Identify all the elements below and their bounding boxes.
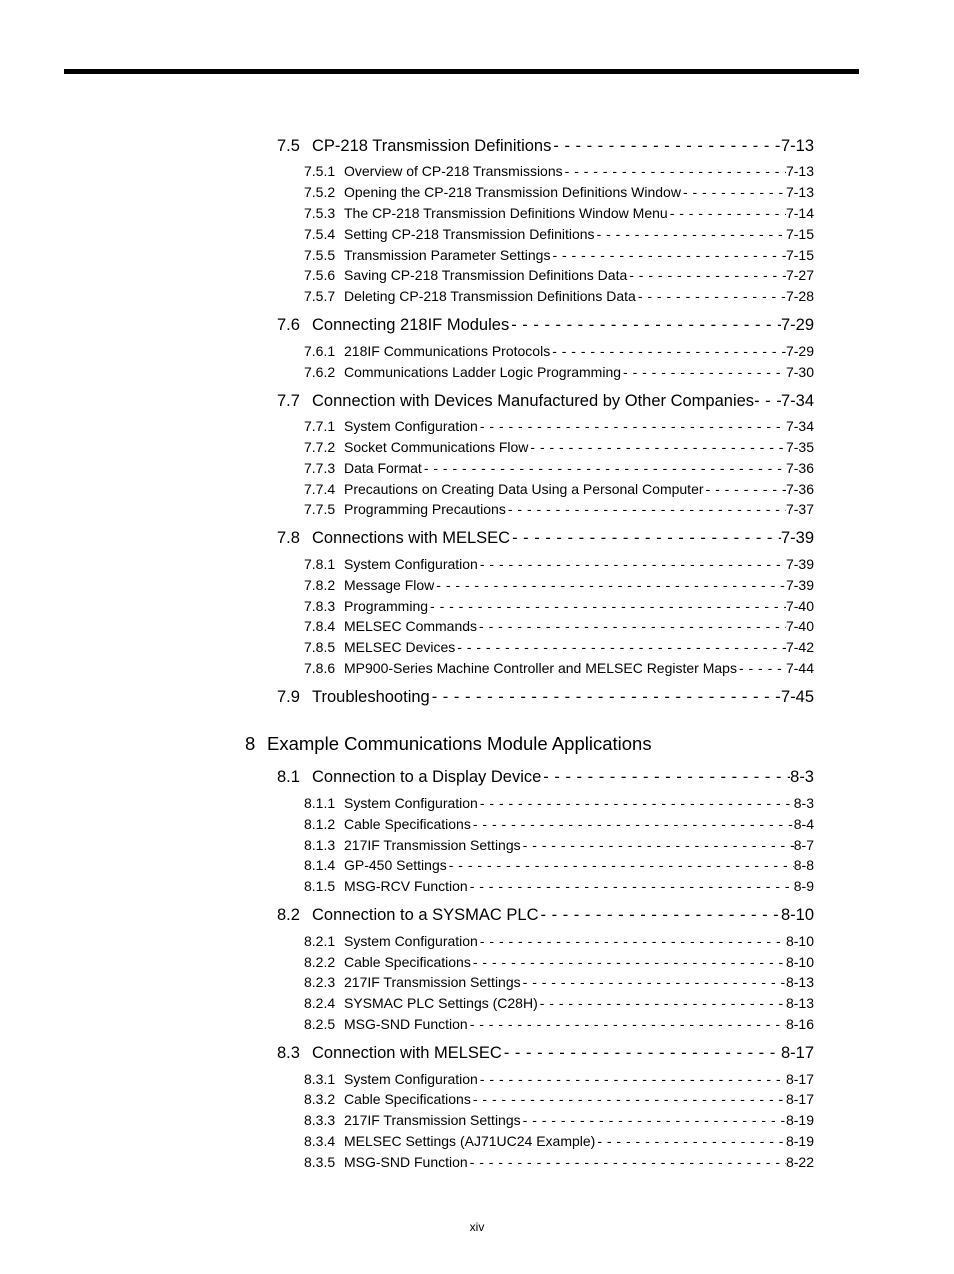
subsection-number: 8.3.5	[304, 1154, 336, 1170]
subsection-number: 7.5.6	[304, 267, 336, 283]
toc-subsection-entry[interactable]	[304, 995, 814, 1011]
toc-subsection-entry[interactable]	[304, 974, 814, 990]
section-number: 8.2	[277, 906, 300, 924]
subsection-number: 8.3.4	[304, 1133, 336, 1149]
page-ref: 7-34	[785, 418, 814, 434]
page-ref: 8-13	[785, 995, 814, 1011]
section-number: 7.6	[277, 316, 300, 334]
dot-leader	[539, 906, 781, 925]
toc-subsection-entry[interactable]	[304, 1133, 814, 1149]
subsection-number: 7.8.4	[304, 618, 336, 634]
dot-leader	[471, 816, 794, 832]
page-ref: 7-37	[785, 501, 814, 517]
subsection-title: 217IF Transmission Settings	[344, 1112, 521, 1128]
subsection-title: Transmission Parameter Settings	[344, 247, 551, 263]
toc-chapter-entry[interactable]	[245, 733, 652, 755]
toc-subsection-entry[interactable]	[304, 1154, 814, 1170]
toc-section-entry[interactable]	[277, 392, 814, 411]
dot-leader	[704, 481, 786, 497]
page-ref: 8-13	[785, 974, 814, 990]
dot-leader	[509, 316, 781, 335]
dot-leader	[510, 529, 781, 548]
page-ref: 7-39	[780, 529, 814, 547]
section-number: 8.3	[277, 1044, 300, 1062]
subsection-number: 8.2.2	[304, 954, 336, 970]
dot-leader	[621, 364, 786, 380]
subsection-title: MELSEC Settings (AJ71UC24 Example)	[344, 1133, 596, 1149]
subsection-title: 217IF Transmission Settings	[344, 837, 521, 853]
page-ref: 8-17	[780, 1044, 814, 1062]
dot-leader	[636, 288, 786, 304]
subsection-title: MSG-SND Function	[344, 1016, 468, 1032]
subsection-number: 7.7.4	[304, 481, 336, 497]
dot-leader	[627, 267, 786, 283]
dot-leader	[478, 1071, 786, 1087]
toc-subsection-entry[interactable]	[304, 418, 814, 434]
dot-leader	[478, 418, 786, 434]
toc-subsection-entry[interactable]	[304, 837, 814, 853]
subsection-title: Overview of CP-218 Transmissions	[344, 163, 563, 179]
toc-section-entry[interactable]	[277, 768, 814, 787]
toc-subsection-entry[interactable]	[304, 598, 814, 614]
page-ref: 7-13	[785, 184, 814, 200]
subsection-number: 8.1.4	[304, 857, 336, 873]
dot-leader	[681, 184, 786, 200]
subsection-number: 7.8.6	[304, 660, 336, 676]
page-ref: 8-10	[785, 933, 814, 949]
subsection-title: Data Format	[344, 460, 422, 476]
toc-subsection-entry[interactable]	[304, 660, 814, 676]
dot-leader	[478, 795, 794, 811]
toc-subsection-entry[interactable]	[304, 184, 814, 200]
dot-leader	[447, 857, 794, 873]
dot-leader	[538, 995, 786, 1011]
page-ref: 7-39	[785, 556, 814, 572]
dot-leader	[528, 439, 786, 455]
dot-leader	[478, 556, 786, 572]
toc-subsection-entry[interactable]	[304, 364, 814, 380]
subsection-number: 8.3.1	[304, 1071, 336, 1087]
subsection-number: 7.8.2	[304, 577, 336, 593]
subsection-number: 8.2.1	[304, 933, 336, 949]
page-ref: 7-34	[780, 392, 814, 410]
section-title: Connection with Devices Manufactured by Other Companies	[312, 392, 755, 410]
section-number: 7.9	[277, 688, 300, 706]
page-number: xiv	[469, 1220, 485, 1234]
toc-subsection-entry[interactable]	[304, 501, 814, 517]
dot-leader	[430, 688, 781, 707]
page-ref: 7-40	[785, 598, 814, 614]
page-ref: 7-15	[785, 247, 814, 263]
toc-subsection-entry[interactable]	[304, 795, 814, 811]
toc-section-entry[interactable]	[277, 137, 814, 156]
page-ref: 8-9	[793, 878, 814, 894]
dot-leader	[521, 837, 794, 853]
page-ref: 8-19	[785, 1112, 814, 1128]
subsection-number: 7.7.1	[304, 418, 336, 434]
dot-leader	[521, 974, 786, 990]
toc-section-entry[interactable]	[277, 688, 814, 707]
subsection-title: Programming	[344, 598, 429, 614]
dot-leader	[737, 660, 786, 676]
chapter-number: 8	[245, 733, 256, 754]
subsection-title: The CP-218 Transmission Definitions Window Menu	[344, 205, 668, 221]
page-ref: 7-14	[785, 205, 814, 221]
dot-leader	[471, 1091, 786, 1107]
subsection-number: 7.5.2	[304, 184, 336, 200]
subsection-title: MSG-SND Function	[344, 1154, 468, 1170]
toc-subsection-entry[interactable]	[304, 247, 814, 263]
subsection-number: 7.7.5	[304, 501, 336, 517]
page-ref: 8-10	[785, 954, 814, 970]
page-ref: 7-15	[785, 226, 814, 242]
dot-leader	[471, 954, 786, 970]
toc-subsection-entry[interactable]	[304, 267, 814, 283]
subsection-title: 218IF Communications Protocols	[344, 343, 551, 359]
page-ref: 7-40	[785, 618, 814, 634]
dot-leader	[595, 1133, 786, 1149]
subsection-title: MP900-Series Machine Controller and MELSEC Register Maps	[344, 660, 737, 676]
toc-section-entry[interactable]	[277, 316, 814, 335]
section-number: 7.7	[277, 392, 300, 410]
dot-leader	[428, 598, 786, 614]
dot-leader	[550, 247, 786, 263]
subsection-number: 7.5.1	[304, 163, 336, 179]
toc-section-entry[interactable]	[277, 1044, 814, 1063]
page-ref: 8-8	[793, 857, 814, 873]
section-number: 8.1	[277, 768, 300, 786]
subsection-number: 7.7.2	[304, 439, 336, 455]
toc-subsection-entry[interactable]	[304, 163, 814, 179]
section-title: CP-218 Transmission Definitions	[312, 137, 552, 155]
toc-subsection-entry[interactable]	[304, 226, 814, 242]
page-ref: 7-36	[785, 481, 814, 497]
dot-leader	[477, 618, 786, 634]
subsection-title: System Configuration	[344, 1071, 478, 1087]
subsection-number: 8.2.5	[304, 1016, 336, 1032]
page-ref: 7-13	[780, 137, 814, 155]
subsection-title: Cable Specifications	[344, 954, 471, 970]
toc-subsection-entry[interactable]	[304, 577, 814, 593]
subsection-title: System Configuration	[344, 933, 478, 949]
page-ref: 8-19	[785, 1133, 814, 1149]
subsection-title: Cable Specifications	[344, 816, 471, 832]
subsection-title: Message Flow	[344, 577, 435, 593]
toc-subsection-entry[interactable]	[304, 343, 814, 359]
page-ref: 7-30	[785, 364, 814, 380]
subsection-number: 7.8.5	[304, 639, 336, 655]
dot-leader	[455, 639, 786, 655]
chapter-title: Example Communications Module Applications	[267, 733, 652, 754]
section-title: Connections with MELSEC	[312, 529, 511, 547]
page-ref: 7-28	[785, 288, 814, 304]
subsection-number: 7.5.7	[304, 288, 336, 304]
toc-subsection-entry[interactable]	[304, 439, 814, 455]
dot-leader	[478, 933, 786, 949]
toc-subsection-entry[interactable]	[304, 618, 814, 634]
header-rule	[64, 69, 859, 74]
subsection-number: 7.5.5	[304, 247, 336, 263]
toc-subsection-entry[interactable]	[304, 460, 814, 476]
page-ref: 8-7	[793, 837, 814, 853]
dot-leader	[468, 1154, 786, 1170]
subsection-number: 8.2.3	[304, 974, 336, 990]
dot-leader	[550, 343, 786, 359]
subsection-title: MSG-RCV Function	[344, 878, 468, 894]
page-ref: 7-42	[785, 639, 814, 655]
page-ref: 8-3	[790, 768, 814, 786]
subsection-title: Deleting CP-218 Transmission Definitions Data	[344, 288, 636, 304]
subsection-number: 8.2.4	[304, 995, 336, 1011]
toc-subsection-entry[interactable]	[304, 1016, 814, 1032]
dot-leader	[541, 768, 790, 787]
subsection-title: Socket Communications Flow	[344, 439, 529, 455]
toc-subsection-entry[interactable]	[304, 1071, 814, 1087]
subsection-title: Precautions on Creating Data Using a Personal Computer	[344, 481, 704, 497]
page-ref: 8-17	[785, 1091, 814, 1107]
subsection-title: Communications Ladder Logic Programming	[344, 364, 622, 380]
toc-subsection-entry[interactable]	[304, 639, 814, 655]
subsection-number: 7.6.2	[304, 364, 336, 380]
dot-leader	[551, 137, 781, 156]
subsection-title: GP-450 Settings	[344, 857, 447, 873]
subsection-number: 8.3.3	[304, 1112, 336, 1128]
section-number: 7.8	[277, 529, 300, 547]
subsection-title: 217IF Transmission Settings	[344, 974, 521, 990]
toc-section-entry[interactable]	[277, 906, 814, 925]
dot-leader	[502, 1044, 781, 1063]
dot-leader	[434, 577, 786, 593]
toc-subsection-entry[interactable]	[304, 288, 814, 304]
dot-leader	[595, 226, 786, 242]
subsection-number: 8.3.2	[304, 1091, 336, 1107]
section-title: Connecting 218IF Modules	[312, 316, 510, 334]
toc-subsection-entry[interactable]	[304, 857, 814, 873]
page-ref: 8-22	[785, 1154, 814, 1170]
toc-subsection-entry[interactable]	[304, 816, 814, 832]
subsection-title: MELSEC Commands	[344, 618, 478, 634]
page-ref: 8-4	[793, 816, 814, 832]
page-ref: 7-27	[785, 267, 814, 283]
subsection-title: Saving CP-218 Transmission Definitions Data	[344, 267, 628, 283]
toc-section-entry[interactable]	[277, 529, 814, 548]
dot-leader	[506, 501, 786, 517]
subsection-number: 7.8.1	[304, 556, 336, 572]
subsection-number: 8.1.3	[304, 837, 336, 853]
dot-leader	[468, 878, 794, 894]
page-ref: 7-35	[785, 439, 814, 455]
subsection-title: Cable Specifications	[344, 1091, 471, 1107]
subsection-number: 7.8.3	[304, 598, 336, 614]
subsection-title: Opening the CP-218 Transmission Definitions Window	[344, 184, 681, 200]
dot-leader	[563, 163, 786, 179]
subsection-number: 8.1.2	[304, 816, 336, 832]
subsection-number: 7.7.3	[304, 460, 336, 476]
page-ref: 7-39	[785, 577, 814, 593]
page-ref: 8-17	[785, 1071, 814, 1087]
toc-subsection-entry[interactable]	[304, 1091, 814, 1107]
subsection-number: 8.1.1	[304, 795, 336, 811]
page-ref: 7-44	[785, 660, 814, 676]
subsection-title: System Configuration	[344, 795, 478, 811]
page-ref: 7-13	[785, 163, 814, 179]
subsection-title: Programming Precautions	[344, 501, 506, 517]
subsection-title: System Configuration	[344, 556, 478, 572]
dot-leader	[754, 392, 781, 411]
section-number: 7.5	[277, 137, 300, 155]
page-ref: 7-45	[780, 688, 814, 706]
toc-subsection-entry[interactable]	[304, 481, 814, 497]
toc-subsection-entry[interactable]	[304, 954, 814, 970]
subsection-number: 7.5.3	[304, 205, 336, 221]
subsection-title: Setting CP-218 Transmission Definitions	[344, 226, 595, 242]
subsection-number: 7.5.4	[304, 226, 336, 242]
page-ref: 8-3	[793, 795, 814, 811]
page-ref: 8-10	[780, 906, 814, 924]
dot-leader	[521, 1112, 786, 1128]
toc-subsection-entry[interactable]	[304, 556, 814, 572]
toc-subsection-entry[interactable]	[304, 1112, 814, 1128]
toc-subsection-entry[interactable]	[304, 933, 814, 949]
page-ref: 7-29	[780, 316, 814, 334]
page-ref: 7-29	[785, 343, 814, 359]
subsection-number: 8.1.5	[304, 878, 336, 894]
dot-leader	[668, 205, 786, 221]
page-ref: 7-36	[785, 460, 814, 476]
subsection-title: SYSMAC PLC Settings (C28H)	[344, 995, 538, 1011]
dot-leader	[422, 460, 786, 476]
dot-leader	[468, 1016, 786, 1032]
page-ref: 8-16	[785, 1016, 814, 1032]
section-title: Connection to a SYSMAC PLC	[312, 906, 539, 924]
section-title: Troubleshooting	[312, 688, 430, 706]
subsection-title: System Configuration	[344, 418, 478, 434]
subsection-title: MELSEC Devices	[344, 639, 456, 655]
section-title: Connection to a Display Device	[312, 768, 542, 786]
toc-subsection-entry[interactable]	[304, 878, 814, 894]
toc-subsection-entry[interactable]	[304, 205, 814, 221]
section-title: Connection with MELSEC	[312, 1044, 502, 1062]
subsection-number: 7.6.1	[304, 343, 336, 359]
